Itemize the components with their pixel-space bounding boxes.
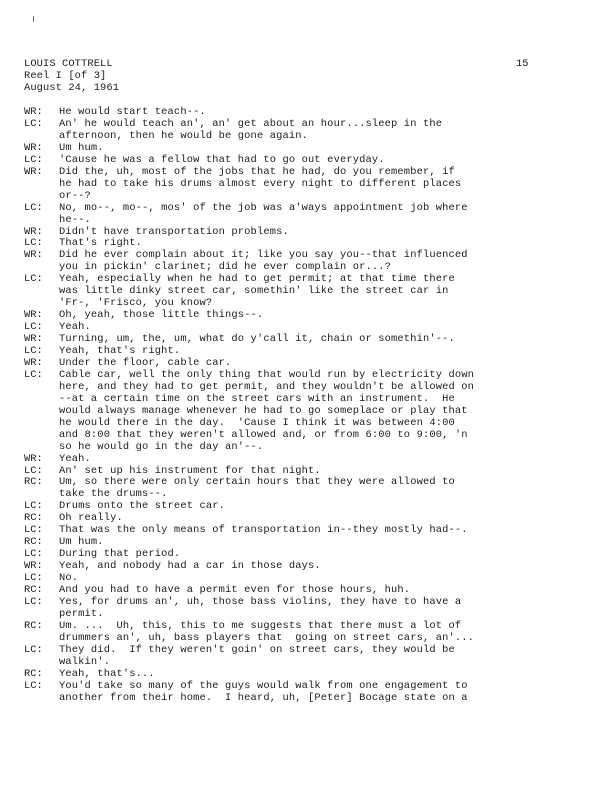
speaker-label: LC:: [24, 201, 43, 214]
speaker-label: WR:: [24, 309, 43, 322]
transcript-line: You'd take so many of the guys would walk from one engagement to: [59, 679, 468, 692]
speaker-label: RC:: [24, 667, 43, 680]
page-number: 15: [516, 58, 529, 70]
transcript-line: Um hum.: [59, 141, 104, 154]
transcript-line: --at a certain time on the street cars with an instrument. He: [59, 392, 455, 405]
transcript-line: or--?: [59, 189, 91, 202]
speaker-label: LC:: [24, 572, 43, 585]
transcript-line: would always manage whenever he had to go someplace or play that: [59, 404, 468, 417]
speaker-label: WR:: [24, 165, 43, 178]
speaker-label: LC:: [24, 273, 43, 286]
transcript-line: Did the, uh, most of the jobs that he had, do you remember, if: [59, 165, 455, 178]
transcript-line: Drums onto the street car.: [59, 500, 226, 513]
transcript-line: he--.: [59, 213, 91, 226]
transcript-line: Oh, yeah, those little things--.: [59, 309, 264, 322]
speaker-label: WR:: [24, 106, 43, 118]
transcript-line: During that period.: [59, 548, 181, 561]
speaker-label: LC:: [24, 345, 43, 357]
transcript-line: Oh really.: [59, 512, 123, 525]
speaker-label: LC:: [24, 117, 43, 130]
transcript-line: And you had to have a permit even for those hours, huh.: [59, 584, 411, 596]
transcript-line: Did he ever complain about it; like you say you--that influenced: [59, 249, 468, 262]
speaker-label: LC:: [24, 153, 43, 166]
transcript-line: Under the floor, cable car.: [59, 356, 232, 369]
transcript-line: afternoon, then he would be gone again.: [59, 129, 309, 142]
transcript-line: Yeah, that's...: [59, 667, 155, 680]
transcript-line: That's right.: [59, 237, 143, 250]
transcript-line: drummers an', uh, bass players that going on street cars, an'...: [59, 631, 475, 644]
speaker-label: WR:: [24, 249, 43, 262]
transcript-line: No.: [59, 572, 79, 585]
speaker-label: LC:: [24, 237, 43, 250]
transcript-line: Um hum.: [59, 536, 104, 549]
transcript-line: An' set up his instrument for that night.: [59, 464, 321, 477]
speaker-label: LC:: [24, 548, 43, 561]
transcript-line: 'Cause he was a fellow that had to go out everyday.: [59, 153, 385, 166]
transcript-line: Yeah, and nobody had a car in those days.: [59, 560, 321, 573]
speaker-label: RC:: [24, 619, 43, 632]
transcript-line: He would start teach--.: [59, 106, 206, 118]
transcript-line: An' he would teach an', an' get about an hour...sleep in the: [59, 117, 443, 130]
transcript-line: here, and they had to get permit, and they wouldn't be allowed on: [59, 380, 475, 393]
transcript-line: permit.: [59, 607, 104, 620]
transcript-line: take the drums--.: [59, 488, 168, 501]
transcript-line: another from their home. I heard, uh, [Peter] Bocage state on a: [59, 691, 468, 704]
transcript-line: Yeah, that's right.: [59, 345, 181, 357]
transcript-line: 'Fr-, 'Frisco, you know?: [59, 297, 213, 310]
transcript-line: Um, so there were only certain hours that they were allowed to: [59, 476, 455, 489]
speaker-label: LC:: [24, 679, 43, 692]
transcript-line: Didn't have transportation problems.: [59, 225, 289, 238]
transcript-line: Yeah.: [59, 452, 91, 465]
transcript-line: Yeah, especially when he had to get permit; at that time there: [59, 273, 455, 286]
speaker-label: RC:: [24, 476, 43, 489]
transcript-line: No, mo--, mo--, mos' of the job was a'ways appointment job where: [59, 201, 468, 214]
transcript-line: he had to take his drums almost every night to different places: [59, 177, 462, 190]
speaker-label: WR:: [24, 356, 43, 369]
transcript-line: Cable car, well the only thing that would run by electricity down: [59, 368, 475, 381]
transcript-line: was little dinky street car, somethin' like the street car in: [59, 285, 449, 298]
speaker-label: WR:: [24, 141, 43, 154]
speaker-label: LC:: [24, 643, 43, 656]
interview-date: August 24, 1961: [24, 82, 120, 94]
speaker-label: LC:: [24, 595, 43, 608]
speaker-label: WR:: [24, 333, 43, 346]
speaker-label: RC:: [24, 536, 43, 549]
speaker-label: WR:: [24, 452, 43, 465]
transcript-line: you in pickin' clarinet; did he ever complain or...?: [59, 261, 392, 274]
speaker-label: WR:: [24, 560, 43, 573]
transcript-line: and 8:00 that they weren't allowed and, or from 6:00 to 9:00, 'n: [59, 428, 468, 441]
transcript-line: They did. If they weren't goin' on street cars, they would be: [59, 643, 455, 656]
transcript-line: Turning, um, the, um, what do y'call it, chain or somethin'--.: [59, 333, 455, 346]
transcript-line: That was the only means of transportation in--they mostly had--.: [59, 524, 468, 537]
speaker-label: LC:: [24, 321, 43, 334]
transcript-line: walkin'.: [59, 655, 111, 668]
transcript-line: Um. ... Uh, this, this to me suggests that there must a lot of: [59, 619, 462, 632]
speaker-label: RC:: [24, 584, 43, 596]
interviewee-name: LOUIS COTTRELL: [24, 58, 113, 70]
transcript-line: Yeah.: [59, 321, 91, 334]
transcript-line: so he would go in the day an'--.: [59, 440, 264, 453]
speaker-label: LC:: [24, 524, 43, 537]
reel-label: Reel I [of 3]: [24, 70, 107, 82]
speaker-label: LC:: [24, 500, 43, 513]
speaker-label: WR:: [24, 225, 43, 238]
speaker-label: LC:: [24, 368, 43, 381]
transcript-line: Yes, for drums an', uh, those bass violins, they have to have a: [59, 595, 462, 608]
transcript-line: he would there in the day. 'Cause I think it was between 4:00: [59, 416, 455, 429]
speaker-label: LC:: [24, 464, 43, 477]
speaker-label: RC:: [24, 512, 43, 525]
